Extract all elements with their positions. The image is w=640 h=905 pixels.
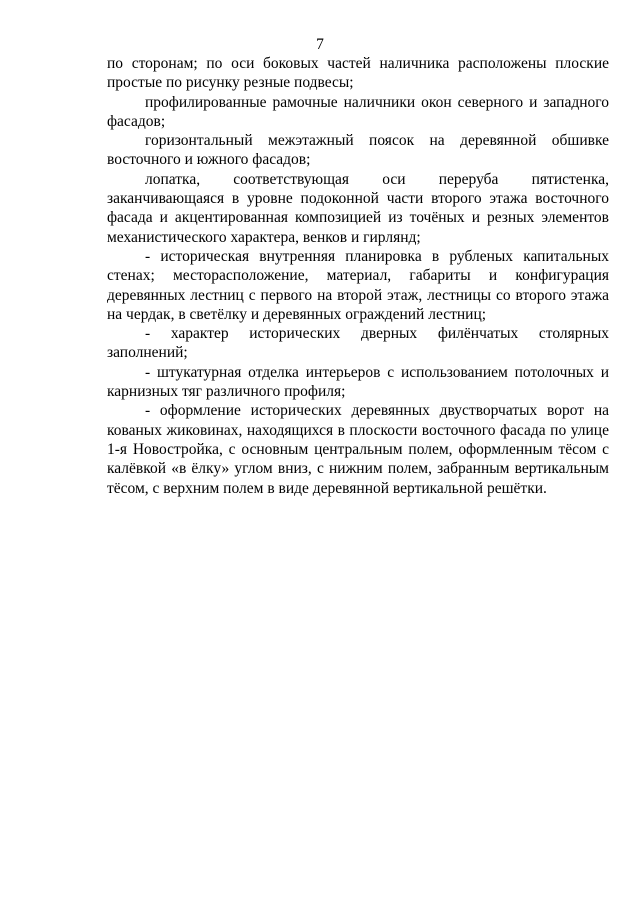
paragraph-window-frames: профилированные рамочные наличники окон северного и западного фасадов; xyxy=(107,93,609,130)
paragraph-plaster-finish: - штукатурная отделка интерьеров с использованием потолочных и карнизных тяг различного профиля; xyxy=(107,363,609,401)
paragraph-interfloor-belt: горизонтальный межэтажный поясок на деревянной обшивке восточного и южного фасадов; xyxy=(107,132,609,169)
paragraph-gate-design: - оформление исторических деревянных двустворчатых ворот на кованых жиковинах, находящихся в плоскости восточного фасада по улице 1-я Новостройка, с основным центральным полем, оформленным тёсом с калёвкой «в ёлку» углом вниз, с нижним полем, забранным вертикальным тёсом, с верхним полем в виде деревянной вертикальной решётки. xyxy=(107,402,609,497)
page-number: 7 xyxy=(316,36,324,53)
paragraph-door-fillings: - характер исторических дверных филёнчатых столярных заполнений; xyxy=(107,325,609,362)
paragraph-pilaster: лопатка, соответствующая оси переруба пятистенка, заканчивающаяся в уровне подоконной части второго этажа восточного фасада и акцентированная композицией из точёных и резных элементов механистического характера, венков и гирлянд; xyxy=(107,170,609,246)
paragraph-interior-layout: - историческая внутренняя планировка в рубленых капитальных стенах; месторасположение, материал, габариты и конфигурация деревянных лестниц с первого на второй этаж, лестницы со второго этажа на чердак, в светёлку и деревянных ограждений лестниц; xyxy=(107,247,609,323)
paragraph-continuation: по сторонам; по оси боковых частей наличника расположены плоские простые по рисунку резные подвесы; xyxy=(107,55,609,92)
document-body xyxy=(107,54,609,498)
